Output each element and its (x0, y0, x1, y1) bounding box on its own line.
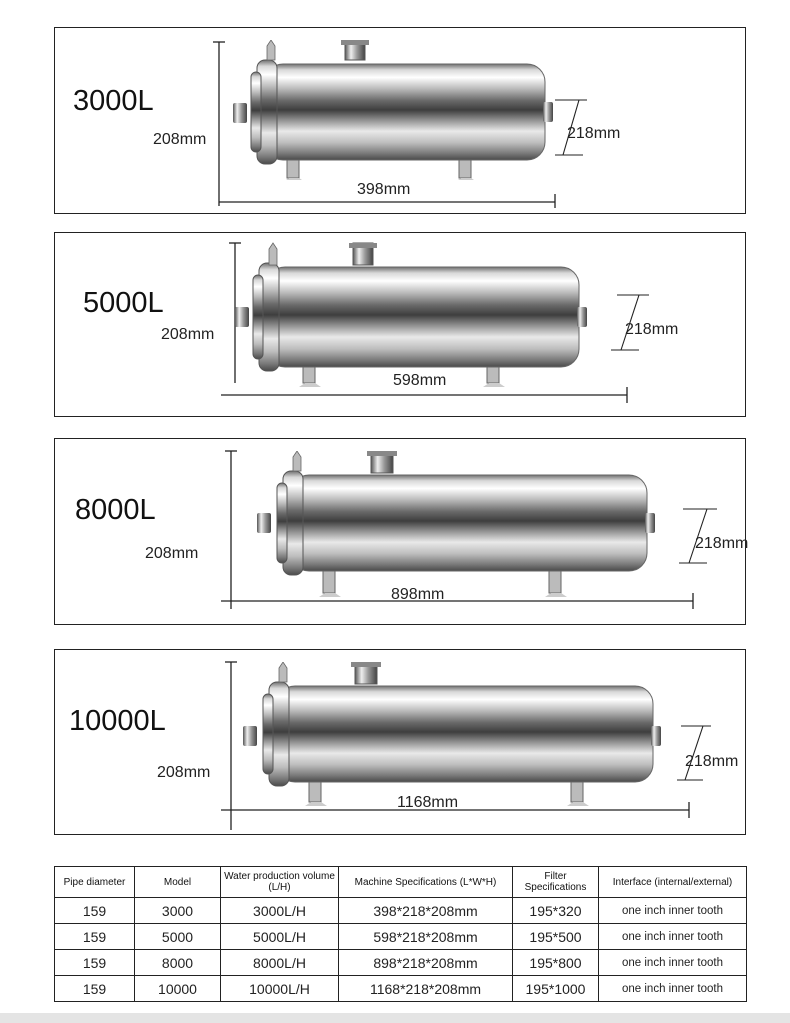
cell-pipe-diameter: 159 (55, 976, 135, 1002)
cell-filter-specifications: 195*800 (513, 950, 599, 976)
header-interface: Interface (internal/external) (599, 867, 747, 898)
model-label: 10000L (69, 705, 166, 737)
length-dimension: 898mm (391, 586, 445, 603)
cell-machine-specifications: 898*218*208mm (339, 950, 513, 976)
cell-pipe-diameter: 159 (55, 898, 135, 924)
table-row (55, 898, 747, 924)
cell-interface: one inch inner tooth (599, 898, 747, 924)
table-row (55, 976, 747, 1002)
cell-filter-specifications: 195*500 (513, 924, 599, 950)
filter-tank-image (231, 241, 591, 387)
header-water-production: Water production volume (L/H) (221, 867, 339, 898)
diameter-dimension: 218mm (695, 535, 749, 552)
cell-pipe-diameter: 159 (55, 950, 135, 976)
cell-machine-specifications: 1168*218*208mm (339, 976, 513, 1002)
header-model: Model (135, 867, 221, 898)
product-panel-5000 (54, 232, 746, 417)
table-row (55, 924, 747, 950)
filter-tank-image (227, 40, 567, 180)
cell-water-production: 8000L/H (221, 950, 339, 976)
cell-interface: one inch inner tooth (599, 924, 747, 950)
header-machine-specifications: Machine Specifications (L*W*H) (339, 867, 513, 898)
specification-table (54, 866, 747, 1002)
cell-water-production: 5000L/H (221, 924, 339, 950)
product-panel-10000 (54, 649, 746, 835)
header-filter-specifications: Filter Specifications (513, 867, 599, 898)
cell-machine-specifications: 598*218*208mm (339, 924, 513, 950)
cell-model: 3000 (135, 898, 221, 924)
cell-water-production: 10000L/H (221, 976, 339, 1002)
height-dimension: 208mm (157, 764, 211, 781)
length-dimension: 598mm (393, 372, 447, 389)
length-dimension: 1168mm (397, 794, 459, 811)
cell-model: 10000 (135, 976, 221, 1002)
diameter-dimension: 218mm (567, 125, 621, 142)
cell-model: 8000 (135, 950, 221, 976)
table-row (55, 950, 747, 976)
height-dimension: 208mm (153, 131, 207, 148)
diameter-dimension: 218mm (685, 753, 739, 770)
cell-filter-specifications: 195*1000 (513, 976, 599, 1002)
length-dimension: 398mm (357, 181, 411, 198)
height-dimension: 208mm (161, 326, 215, 343)
model-label: 8000L (75, 494, 156, 526)
cell-interface: one inch inner tooth (599, 950, 747, 976)
product-panel-3000 (54, 27, 746, 214)
cell-model: 5000 (135, 924, 221, 950)
diameter-dimension: 218mm (625, 321, 679, 338)
height-dimension: 208mm (145, 545, 199, 562)
cell-interface: one inch inner tooth (599, 976, 747, 1002)
table-header-row (55, 867, 747, 898)
filter-tank-image (241, 662, 665, 808)
cell-water-production: 3000L/H (221, 898, 339, 924)
bottom-strip (0, 1013, 790, 1023)
cell-pipe-diameter: 159 (55, 924, 135, 950)
product-panel-8000 (54, 438, 749, 625)
filter-tank-image (253, 451, 661, 599)
model-label: 3000L (73, 85, 154, 117)
header-pipe-diameter: Pipe diameter (55, 867, 135, 898)
cell-machine-specifications: 398*218*208mm (339, 898, 513, 924)
model-label: 5000L (83, 287, 164, 319)
cell-filter-specifications: 195*320 (513, 898, 599, 924)
